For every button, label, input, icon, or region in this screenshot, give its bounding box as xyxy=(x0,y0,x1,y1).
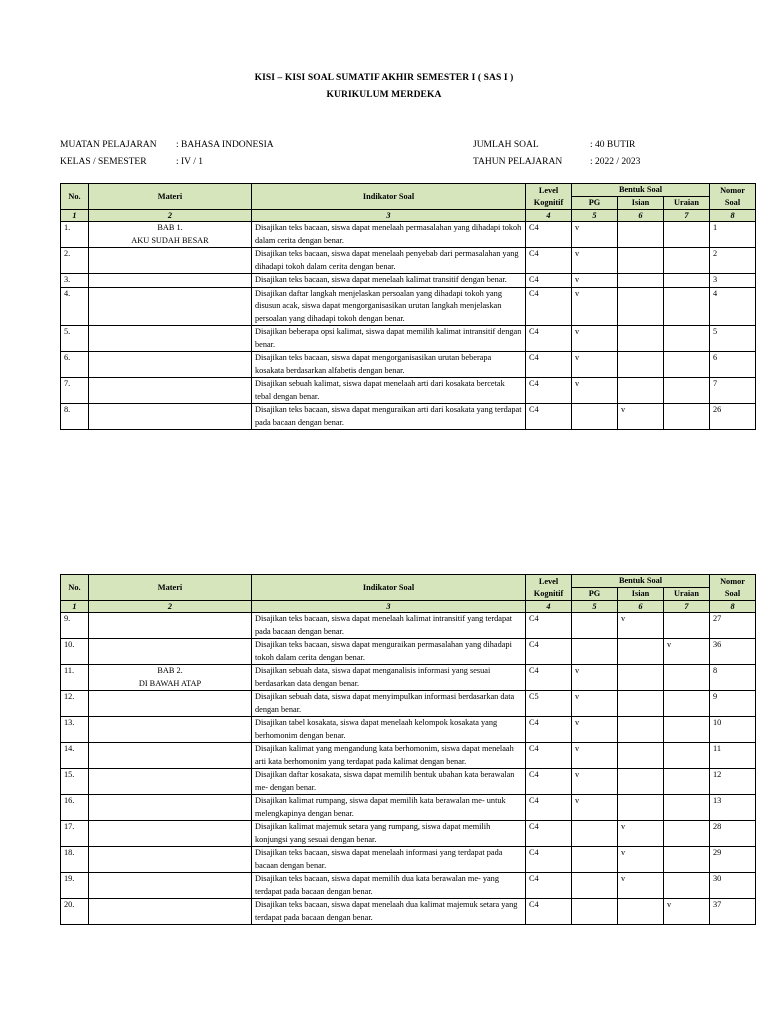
uraian-cell xyxy=(664,274,710,288)
table-row xyxy=(61,743,756,769)
level-cell: C4 xyxy=(526,326,572,352)
header-nomor-line2: Soal xyxy=(724,588,741,598)
muatan-value: : BAHASA INDONESIA xyxy=(176,140,274,150)
table-row xyxy=(61,639,756,665)
isian-cell: v xyxy=(618,613,664,639)
header-uraian: Uraian xyxy=(664,588,710,601)
materi-cell xyxy=(89,899,252,925)
nomor-cell: 26 xyxy=(710,404,756,430)
indikator-cell: Disajikan kalimat majemuk setara yang rumpang, siswa dapat memilih konjungsi yang sesuai dengan benar. xyxy=(252,821,526,847)
header-nomor-line2: Soal xyxy=(724,197,741,207)
materi-text: DI BAWAH ATAP xyxy=(138,678,202,688)
level-cell: C4 xyxy=(526,248,572,274)
level-cell: C4 xyxy=(526,873,572,899)
nomor-cell: 13 xyxy=(710,795,756,821)
isian-cell xyxy=(618,378,664,404)
isian-cell xyxy=(618,899,664,925)
column-number: 5 xyxy=(572,601,618,613)
row-number: 17. xyxy=(61,821,89,847)
table-row xyxy=(61,899,756,925)
jumlah-value: : 40 BUTIR xyxy=(590,140,636,150)
uraian-cell: v xyxy=(664,899,710,925)
level-cell: C4 xyxy=(526,639,572,665)
uraian-cell xyxy=(664,613,710,639)
materi-cell xyxy=(89,274,252,288)
uraian-cell xyxy=(664,821,710,847)
header-indikator: Indikator Soal xyxy=(252,184,526,210)
header-indikator: Indikator Soal xyxy=(252,575,526,601)
level-cell: C4 xyxy=(526,287,572,326)
indikator-cell: Disajikan daftar kosakata, siswa dapat memilih bentuk ubahan kata berawalan me- dengan benar. xyxy=(252,769,526,795)
materi-cell xyxy=(89,613,252,639)
header-no: No. xyxy=(61,575,89,601)
pg-cell: v xyxy=(572,248,618,274)
column-number: 2 xyxy=(89,601,252,613)
pg-cell: v xyxy=(572,665,618,691)
indikator-cell: Disajikan tabel kosakata, siswa dapat menelaah kelompok kosakata yang berhomonim dengan benar. xyxy=(252,717,526,743)
pg-cell: v xyxy=(572,743,618,769)
header-level-line2: Kognitif xyxy=(533,588,564,598)
table-row xyxy=(61,769,756,795)
nomor-cell: 37 xyxy=(710,899,756,925)
pg-cell: v xyxy=(572,795,618,821)
level-cell: C4 xyxy=(526,613,572,639)
level-cell: C4 xyxy=(526,222,572,248)
materi-cell xyxy=(89,378,252,404)
indikator-cell: Disajikan teks bacaan, siswa dapat menguraikan arti dari kosakata yang terdapat pada bacaan dengan benar. xyxy=(252,404,526,430)
pg-cell: v xyxy=(572,326,618,352)
materi-cell xyxy=(89,404,252,430)
indikator-cell: Disajikan kalimat rumpang, siswa dapat memilih kata berawalan me- untuk melengkapinya dengan benar. xyxy=(252,795,526,821)
column-number: 7 xyxy=(664,601,710,613)
table-row xyxy=(61,352,756,378)
indikator-cell: Disajikan daftar langkah menjelaskan persoalan yang dihadapi tokoh yang disusun acak, siswa dapat mengorganisasikan urutan langkah menjelaskan persoalan yang dihadapi tokoh dengan benar. xyxy=(252,287,526,326)
table-row xyxy=(61,326,756,352)
uraian-cell xyxy=(664,287,710,326)
uraian-cell xyxy=(664,222,710,248)
table-row xyxy=(61,613,756,639)
isian-cell xyxy=(618,717,664,743)
isian-cell: v xyxy=(618,873,664,899)
uraian-cell xyxy=(664,795,710,821)
level-cell: C4 xyxy=(526,665,572,691)
uraian-cell xyxy=(664,248,710,274)
level-cell: C4 xyxy=(526,404,572,430)
row-number: 7. xyxy=(61,378,89,404)
nomor-cell: 10 xyxy=(710,717,756,743)
row-number: 12. xyxy=(61,691,89,717)
table-row xyxy=(61,691,756,717)
materi-cell xyxy=(89,847,252,873)
kelas-label: KELAS / SEMESTER xyxy=(60,157,147,167)
pg-cell: v xyxy=(572,274,618,288)
pg-cell: v xyxy=(572,287,618,326)
materi-cell xyxy=(89,769,252,795)
column-number-row xyxy=(61,601,756,613)
pg-cell: v xyxy=(572,691,618,717)
table-row xyxy=(61,821,756,847)
nomor-cell: 7 xyxy=(710,378,756,404)
materi-cell xyxy=(89,287,252,326)
nomor-cell: 1 xyxy=(710,222,756,248)
table-header-row xyxy=(61,575,756,588)
pg-cell: v xyxy=(572,717,618,743)
column-number: 6 xyxy=(618,601,664,613)
uraian-cell xyxy=(664,847,710,873)
pg-cell xyxy=(572,821,618,847)
row-number: 9. xyxy=(61,613,89,639)
materi-cell xyxy=(89,665,252,691)
column-number: 8 xyxy=(710,210,756,222)
indikator-cell: Disajikan teks bacaan, siswa dapat menelaah permasalahan yang dihadapi tokoh dalam cerita dengan benar. xyxy=(252,222,526,248)
header-materi: Materi xyxy=(89,575,252,601)
uraian-cell xyxy=(664,873,710,899)
row-number: 10. xyxy=(61,639,89,665)
indikator-cell: Disajikan teks bacaan, siswa dapat menelaah penyebab dari permasalahan yang dihadapi tokoh dalam cerita dengan benar. xyxy=(252,248,526,274)
level-cell: C4 xyxy=(526,717,572,743)
isian-cell: v xyxy=(618,847,664,873)
materi-cell xyxy=(89,795,252,821)
table-row xyxy=(61,222,756,248)
uraian-cell xyxy=(664,378,710,404)
materi-cell xyxy=(89,821,252,847)
pg-cell xyxy=(572,847,618,873)
level-cell: C4 xyxy=(526,378,572,404)
table-row xyxy=(61,717,756,743)
column-number: 3 xyxy=(252,601,526,613)
column-number: 1 xyxy=(61,601,89,613)
uraian-cell xyxy=(664,717,710,743)
pg-cell: v xyxy=(572,378,618,404)
nomor-cell: 36 xyxy=(710,639,756,665)
row-number: 8. xyxy=(61,404,89,430)
uraian-cell xyxy=(664,352,710,378)
column-number: 1 xyxy=(61,210,89,222)
materi-cell xyxy=(89,326,252,352)
indikator-cell: Disajikan kalimat yang mengandung kata berhomonim, siswa dapat menelaah arti kata berhomonim yang terdapat pada kalimat dengan benar. xyxy=(252,743,526,769)
table-row xyxy=(61,248,756,274)
materi-cell xyxy=(89,691,252,717)
uraian-cell xyxy=(664,326,710,352)
row-number: 6. xyxy=(61,352,89,378)
nomor-cell: 28 xyxy=(710,821,756,847)
isian-cell xyxy=(618,352,664,378)
column-number: 6 xyxy=(618,210,664,222)
materi-text: BAB 1. xyxy=(157,223,183,232)
nomor-cell: 4 xyxy=(710,287,756,326)
isian-cell xyxy=(618,795,664,821)
indikator-cell: Disajikan teks bacaan, siswa dapat memilih dua kata berawalan me- yang terdapat pada bacaan dengan benar. xyxy=(252,873,526,899)
uraian-cell xyxy=(664,665,710,691)
pg-cell: v xyxy=(572,769,618,795)
kisi-table-1 xyxy=(60,183,756,430)
muatan-label: MUATAN PELAJARAN xyxy=(60,140,157,150)
row-number: 11. xyxy=(61,665,89,691)
table-row xyxy=(61,795,756,821)
level-cell: C4 xyxy=(526,743,572,769)
nomor-cell: 3 xyxy=(710,274,756,288)
isian-cell xyxy=(618,326,664,352)
row-number: 14. xyxy=(61,743,89,769)
document-title: KISI – KISI SOAL SUMATIF AKHIR SEMESTER I ( SAS I ) xyxy=(254,73,514,83)
row-number: 4. xyxy=(61,287,89,326)
pg-cell: v xyxy=(572,352,618,378)
level-cell: C5 xyxy=(526,691,572,717)
column-number: 4 xyxy=(526,210,572,222)
header-level xyxy=(526,184,572,210)
header-pg: PG xyxy=(572,588,618,601)
pg-cell xyxy=(572,639,618,665)
header-level-line1: Level xyxy=(538,185,559,195)
column-number: 3 xyxy=(252,210,526,222)
nomor-cell: 12 xyxy=(710,769,756,795)
jumlah-label: JUMLAH SOAL xyxy=(473,140,539,150)
nomor-cell: 30 xyxy=(710,873,756,899)
isian-cell xyxy=(618,287,664,326)
isian-cell xyxy=(618,639,664,665)
row-number: 18. xyxy=(61,847,89,873)
indikator-cell: Disajikan sebuah data, siswa dapat menganalisis informasi yang sesuai berdasarkan data dengan benar. xyxy=(252,665,526,691)
materi-cell xyxy=(89,717,252,743)
uraian-cell xyxy=(664,691,710,717)
level-cell: C4 xyxy=(526,847,572,873)
column-number: 7 xyxy=(664,210,710,222)
column-number: 4 xyxy=(526,601,572,613)
header-materi: Materi xyxy=(89,184,252,210)
indikator-cell: Disajikan teks bacaan, siswa dapat menelaah informasi yang terdapat pada bacaan dengan benar. xyxy=(252,847,526,873)
header-nomor-soal xyxy=(710,575,756,601)
table-row xyxy=(61,665,756,691)
pg-cell xyxy=(572,404,618,430)
materi-cell xyxy=(89,743,252,769)
isian-cell: v xyxy=(618,404,664,430)
uraian-cell xyxy=(664,769,710,795)
indikator-cell: Disajikan teks bacaan, siswa dapat mengorganisasikan urutan beberapa kosakata berdasarkan alfabetis dengan benar. xyxy=(252,352,526,378)
uraian-cell xyxy=(664,743,710,769)
level-cell: C4 xyxy=(526,821,572,847)
row-number: 19. xyxy=(61,873,89,899)
row-number: 15. xyxy=(61,769,89,795)
table-row xyxy=(61,873,756,899)
level-cell: C4 xyxy=(526,795,572,821)
table-row xyxy=(61,274,756,288)
table-header-row xyxy=(61,184,756,197)
isian-cell: v xyxy=(618,821,664,847)
header-pg: PG xyxy=(572,197,618,210)
materi-text: AKU SUDAH BESAR xyxy=(131,235,209,245)
pg-cell xyxy=(572,613,618,639)
header-bentuk-soal: Bentuk Soal xyxy=(572,575,710,588)
indikator-cell: Disajikan teks bacaan, siswa dapat menguraikan permasalahan yang dihadapi tokoh dalam cerita dengan benar. xyxy=(252,639,526,665)
header-level-line2: Kognitif xyxy=(533,197,564,207)
indikator-cell: Disajikan sebuah kalimat, siswa dapat menelaah arti dari kosakata bercetak tebal dengan benar. xyxy=(252,378,526,404)
table-row xyxy=(61,287,756,326)
isian-cell xyxy=(618,769,664,795)
level-cell: C4 xyxy=(526,274,572,288)
indikator-cell: Disajikan sebuah data, siswa dapat menyimpulkan informasi berdasarkan data dengan benar. xyxy=(252,691,526,717)
indikator-cell: Disajikan beberapa opsi kalimat, siswa dapat memilih kalimat intransitif dengan benar. xyxy=(252,326,526,352)
pg-cell xyxy=(572,873,618,899)
materi-cell xyxy=(89,352,252,378)
nomor-cell: 29 xyxy=(710,847,756,873)
uraian-cell xyxy=(664,404,710,430)
level-cell: C4 xyxy=(526,352,572,378)
tahun-value: : 2022 / 2023 xyxy=(590,157,641,167)
isian-cell xyxy=(618,743,664,769)
pg-cell xyxy=(572,899,618,925)
isian-cell xyxy=(618,691,664,717)
row-number: 5. xyxy=(61,326,89,352)
document-subtitle: KURIKULUM MERDEKA xyxy=(326,90,442,100)
pg-cell: v xyxy=(572,222,618,248)
isian-cell xyxy=(618,248,664,274)
nomor-cell: 6 xyxy=(710,352,756,378)
kelas-value: : IV / 1 xyxy=(176,157,204,167)
indikator-cell: Disajikan teks bacaan, siswa dapat menelaah kalimat transitif dengan benar. xyxy=(252,274,526,288)
column-number-row xyxy=(61,210,756,222)
column-number: 5 xyxy=(572,210,618,222)
row-number: 1. xyxy=(61,222,89,248)
column-number: 2 xyxy=(89,210,252,222)
header-no: No. xyxy=(61,184,89,210)
table-row xyxy=(61,378,756,404)
header-isian: Isian xyxy=(618,588,664,601)
table-row xyxy=(61,847,756,873)
nomor-cell: 8 xyxy=(710,665,756,691)
isian-cell xyxy=(618,222,664,248)
materi-cell xyxy=(89,222,252,248)
materi-cell xyxy=(89,248,252,274)
header-bentuk-soal: Bentuk Soal xyxy=(572,184,710,197)
indikator-cell: Disajikan teks bacaan, siswa dapat menelaah dua kalimat majemuk setara yang terdapat pada bacaan dengan benar. xyxy=(252,899,526,925)
header-uraian: Uraian xyxy=(664,197,710,210)
nomor-cell: 2 xyxy=(710,248,756,274)
row-number: 3. xyxy=(61,274,89,288)
level-cell: C4 xyxy=(526,769,572,795)
row-number: 20. xyxy=(61,899,89,925)
isian-cell xyxy=(618,274,664,288)
header-nomor-line1: Nomor xyxy=(720,576,745,586)
kisi-table-2 xyxy=(60,574,756,925)
tahun-label: TAHUN PELAJARAN xyxy=(473,157,563,167)
header-nomor-soal xyxy=(710,184,756,210)
row-number: 16. xyxy=(61,795,89,821)
materi-cell xyxy=(89,639,252,665)
nomor-cell: 9 xyxy=(710,691,756,717)
header-level xyxy=(526,575,572,601)
header-level-line1: Level xyxy=(538,576,559,586)
materi-cell xyxy=(89,873,252,899)
materi-text: BAB 2. xyxy=(157,666,183,675)
row-number: 2. xyxy=(61,248,89,274)
nomor-cell: 11 xyxy=(710,743,756,769)
level-cell: C4 xyxy=(526,899,572,925)
row-number: 13. xyxy=(61,717,89,743)
column-number: 8 xyxy=(710,601,756,613)
table-row xyxy=(61,404,756,430)
uraian-cell: v xyxy=(664,639,710,665)
nomor-cell: 5 xyxy=(710,326,756,352)
isian-cell xyxy=(618,665,664,691)
header-isian: Isian xyxy=(618,197,664,210)
nomor-cell: 27 xyxy=(710,613,756,639)
header-nomor-line1: Nomor xyxy=(720,185,745,195)
indikator-cell: Disajikan teks bacaan, siswa dapat menelaah kalimat intransitif yang terdapat pada bacaan dengan benar. xyxy=(252,613,526,639)
